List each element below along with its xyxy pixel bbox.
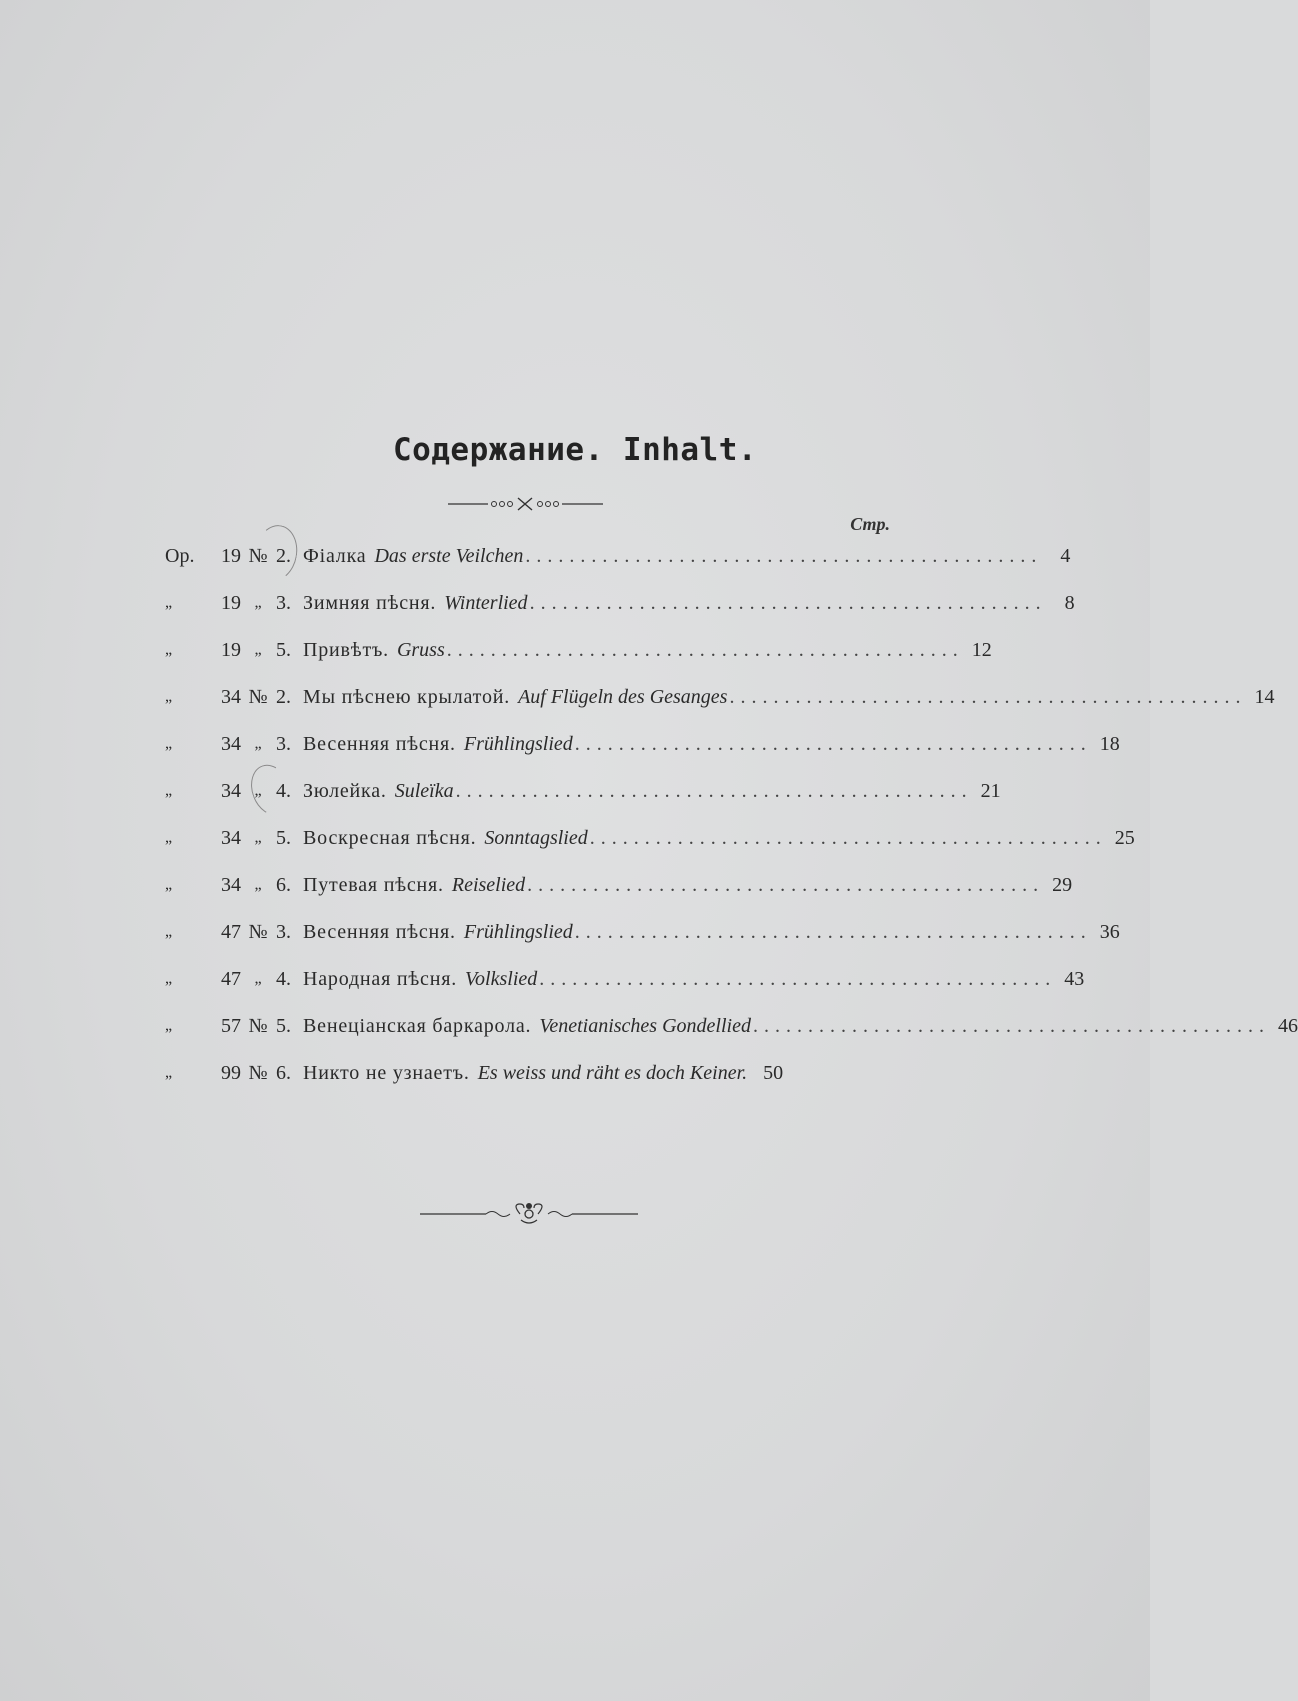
opus-number: 34 xyxy=(221,827,241,849)
opus-prefix: „ xyxy=(165,641,173,658)
opus-prefix: „ xyxy=(165,876,173,893)
song-number: 5. xyxy=(276,1015,291,1037)
opus-number: 47 xyxy=(221,968,241,990)
russian-title: Привѣтъ. xyxy=(303,639,389,661)
list-item xyxy=(165,869,1073,916)
russian-title: Зюлейка. xyxy=(303,780,387,802)
german-title: Auf Flügeln des Gesanges xyxy=(518,686,728,708)
leader-dots: ............................................... xyxy=(752,1015,1270,1037)
page-number: 4 xyxy=(1060,545,1071,567)
leader-dots: ............................................... xyxy=(455,780,973,802)
leader-dots xyxy=(749,1057,755,1089)
page-number: 12 xyxy=(971,639,992,661)
song-number: 3. xyxy=(276,592,291,614)
opus-number: 34 xyxy=(221,780,241,802)
leader-dots: ............................................... xyxy=(527,874,1045,896)
russian-title: Венеціанская баркарола. xyxy=(303,1015,532,1037)
opus-number: 57 xyxy=(221,1015,241,1037)
german-title: Es weiss und räht es doch Keiner. xyxy=(477,1062,748,1084)
opus-number: 34 xyxy=(221,686,241,708)
divider-ornament-top xyxy=(448,496,603,512)
list-item xyxy=(165,822,1135,869)
russian-title: Фіалка xyxy=(303,545,367,567)
opus-prefix: „ xyxy=(165,923,173,940)
number-sign: „ xyxy=(254,641,262,658)
opus-number: 47 xyxy=(221,921,241,943)
list-item xyxy=(165,963,1085,1010)
list-item xyxy=(165,634,992,681)
number-sign: № xyxy=(248,1062,268,1084)
entry-title xyxy=(303,775,1001,807)
number-sign: № xyxy=(248,686,268,708)
entry-title xyxy=(303,540,1071,572)
song-number: 6. xyxy=(276,874,291,896)
page-number: 21 xyxy=(980,780,1001,802)
number-sign: „ xyxy=(254,970,262,987)
divider-ornament-bottom xyxy=(420,1200,638,1226)
opus-number: 34 xyxy=(221,733,241,755)
opus-prefix: Op. xyxy=(165,545,195,567)
number-sign: № xyxy=(248,1015,268,1037)
german-title: Sonntagslied xyxy=(484,827,588,849)
opus-number: 19 xyxy=(221,545,241,567)
russian-title: Весенняя пѣсня. xyxy=(303,733,456,755)
entry-title xyxy=(303,634,992,666)
entry-title xyxy=(303,963,1085,995)
leader-dots: ............................................... xyxy=(574,733,1092,755)
german-title: Gruss xyxy=(396,639,445,661)
entry-title xyxy=(303,587,1075,619)
number-sign: № xyxy=(248,545,268,567)
song-number: 4. xyxy=(276,968,291,990)
russian-title: Путевая пѣсня. xyxy=(303,874,444,896)
page-number: 50 xyxy=(763,1062,784,1084)
page-title: Содержание. Inhalt. xyxy=(392,432,758,468)
leader-dots: ............................................... xyxy=(446,639,964,661)
list-item xyxy=(165,587,1075,634)
leader-dots: ............................................... xyxy=(529,592,1047,614)
list-item xyxy=(165,916,1120,963)
russian-title: Воскресная пѣсня. xyxy=(303,827,477,849)
number-sign: „ xyxy=(254,876,262,893)
opus-number: 34 xyxy=(221,874,241,896)
russian-title: Никто не узнаетъ. xyxy=(303,1062,470,1084)
entry-title xyxy=(303,728,1120,760)
entry-title xyxy=(303,1057,890,1089)
entry-title xyxy=(303,822,1135,854)
opus-prefix: „ xyxy=(165,1064,173,1081)
entry-title xyxy=(303,1010,1298,1042)
german-title: Das erste Veilchen xyxy=(374,545,524,567)
song-number: 5. xyxy=(276,827,291,849)
song-number: 2. xyxy=(276,686,291,708)
song-number: 2. xyxy=(276,545,291,567)
number-sign: „ xyxy=(254,782,262,799)
leader-dots: ............................................... xyxy=(574,921,1092,943)
leader-dots: ............................................... xyxy=(525,545,1043,567)
page-number: 18 xyxy=(1099,733,1120,755)
german-title: Winterlied xyxy=(444,592,528,614)
leader-dots: ............................................... xyxy=(589,827,1107,849)
page-number: 29 xyxy=(1052,874,1073,896)
russian-title: Весенняя пѣсня. xyxy=(303,921,456,943)
entry-title xyxy=(303,681,1275,713)
russian-title: Зимняя пѣсня. xyxy=(303,592,437,614)
german-title: Frühlingslied xyxy=(463,921,573,943)
leader-dots: ............................................... xyxy=(729,686,1247,708)
list-item xyxy=(165,1010,1298,1057)
page-number: 8 xyxy=(1064,592,1075,614)
opus-number: 99 xyxy=(221,1062,241,1084)
opus-prefix: „ xyxy=(165,782,173,799)
table-of-contents xyxy=(165,540,1298,1104)
song-number: 6. xyxy=(276,1062,291,1084)
song-number: 3. xyxy=(276,921,291,943)
russian-title: Мы пѣснею крылатой. xyxy=(303,686,511,708)
opus-prefix: „ xyxy=(165,829,173,846)
song-number: 3. xyxy=(276,733,291,755)
opus-prefix: „ xyxy=(165,970,173,987)
number-sign: „ xyxy=(254,735,262,752)
number-sign: „ xyxy=(254,594,262,611)
german-title: Suleïka xyxy=(394,780,454,802)
opus-prefix: „ xyxy=(165,735,173,752)
page-number: 14 xyxy=(1254,686,1275,708)
list-item xyxy=(165,681,1275,728)
opus-number: 19 xyxy=(221,592,241,614)
list-item xyxy=(165,1057,890,1104)
number-sign: № xyxy=(248,921,268,943)
page-number: 43 xyxy=(1064,968,1085,990)
german-title: Volkslied xyxy=(465,968,538,990)
page-number: 25 xyxy=(1114,827,1135,849)
opus-prefix: „ xyxy=(165,1017,173,1034)
page-column-label: Стр. xyxy=(850,514,890,534)
entry-title xyxy=(303,916,1120,948)
german-title: Frühlingslied xyxy=(463,733,573,755)
number-sign: „ xyxy=(254,829,262,846)
russian-title: Народная пѣсня. xyxy=(303,968,458,990)
leader-dots: ............................................... xyxy=(539,968,1057,990)
opus-number: 19 xyxy=(221,639,241,661)
page-number: 46 xyxy=(1277,1015,1298,1037)
opus-prefix: „ xyxy=(165,688,173,705)
german-title: Venetianisches Gondellied xyxy=(539,1015,751,1037)
page-number: 36 xyxy=(1099,921,1120,943)
song-number: 5. xyxy=(276,639,291,661)
song-number: 4. xyxy=(276,780,291,802)
entry-title xyxy=(303,869,1073,901)
german-title: Reiselied xyxy=(451,874,526,896)
opus-prefix: „ xyxy=(165,594,173,611)
